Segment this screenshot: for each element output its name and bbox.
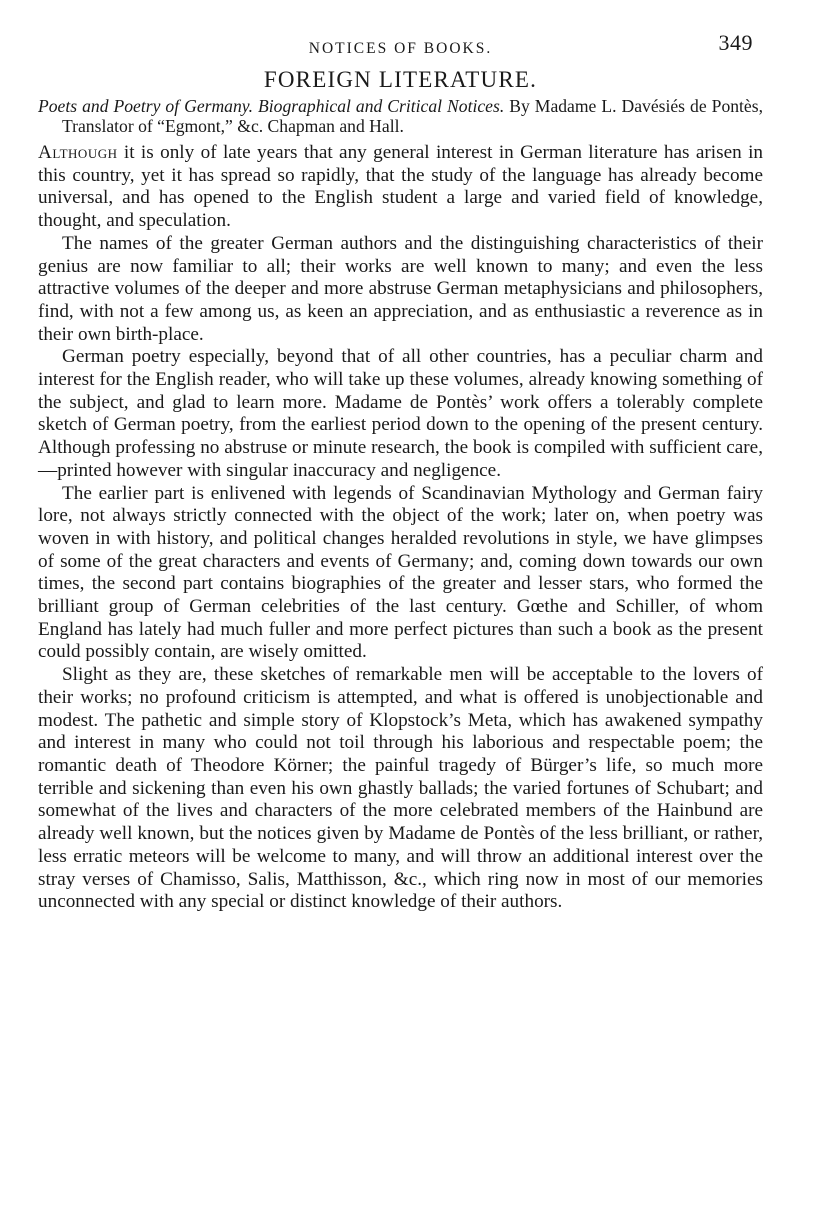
review-paragraph-3: German poetry especially, beyond that of all other countries, has a peculiar charm and interest for the English reader, who will take up these volumes, already knowing something of the subject, and glad to learn more. Madame de Pontès’ work offers a tolerably complete sketch of German poetry, from the earliest period down to the opening of the present century. Although professing no abstruse or minute research, the book is compiled with sufficient care, —printed however with singular inaccuracy and negligence. <box>38 346 763 481</box>
page-number: 349 <box>718 30 753 55</box>
paragraph-text: it is only of late years that any general interest in German literature has arisen in this country, yet it has spread so rapidly, that the study of the language has already become universal, and has opened to the English student a large and varied field of knowledge, thought, and speculation. <box>38 142 763 232</box>
book-details: By Madame L. Davésiés de Pontès, Translator of “Egmont,” &c. Chapman and Hall. <box>62 96 763 136</box>
section-title: FOREIGN LITERATURE. <box>263 67 538 92</box>
review-paragraph-5: Slight as they are, these sketches of remarkable men will be acceptable to the lovers of their works; no profound criticism is attempted, and what is offered is unobjectionable and modest. The pathetic and simple story of Klopstock’s Meta, which has awakened sympathy and interest in many who could not toil through his laborious and respectable poem; the romantic death of Theodore Körner; the painful tragedy of Bürger’s life, so much more terrible and sickening than even his own ghastly ballads; the varied fortunes of Schubart; and somewhat of the lives and characters of the more celebrated members of the Hainbund are already well known, but the notices given by Madame de Pontès of the less brilliant, or rather, less erratic meteors will be welcome to many, and will throw an additional interest over the stray verses of Chamisso, Salis, Matthisson, &c., which ring now in most of our memories unconnected with any special or distinct knowledge of their authors. <box>38 664 763 913</box>
book-title: Poets and Poetry of Germany. Biographical and Critical Notices. <box>38 96 505 116</box>
running-head <box>38 32 763 58</box>
review-paragraph-1 <box>38 142 763 233</box>
running-title: NOTICES OF BOOKS. <box>308 40 493 57</box>
book-citation <box>38 97 763 136</box>
opening-word: Although <box>38 142 118 163</box>
review-paragraph-2: The names of the greater German authors and the distinguishing characteristics of their genius are now familiar to all; their works are well known to many; and even the less attractive volumes of the deeper and more abstruse German metaphysicians and philosophers, find, with not a few among us, as keen an appreciation, and as enthusiastic a reverence as in their own birth-place. <box>38 232 763 345</box>
review-paragraph-4: The earlier part is enlivened with legends of Scandinavian Mythology and German fairy lore, not always strictly connected with the object of the work; later on, when poetry was woven in with history, and political changes heralded revolutions in style, we have glimpses of some of the great characters and events of Germany; and, coming down towards our own times, the second part contains biographies of the greater and lesser stars, who formed the brilliant group of German celebrities of the last century. Gœthe and Schiller, of whom England has lately had much fuller and more perfect pictures than such a book as the present could possibly contain, are wisely omitted. <box>38 482 763 663</box>
